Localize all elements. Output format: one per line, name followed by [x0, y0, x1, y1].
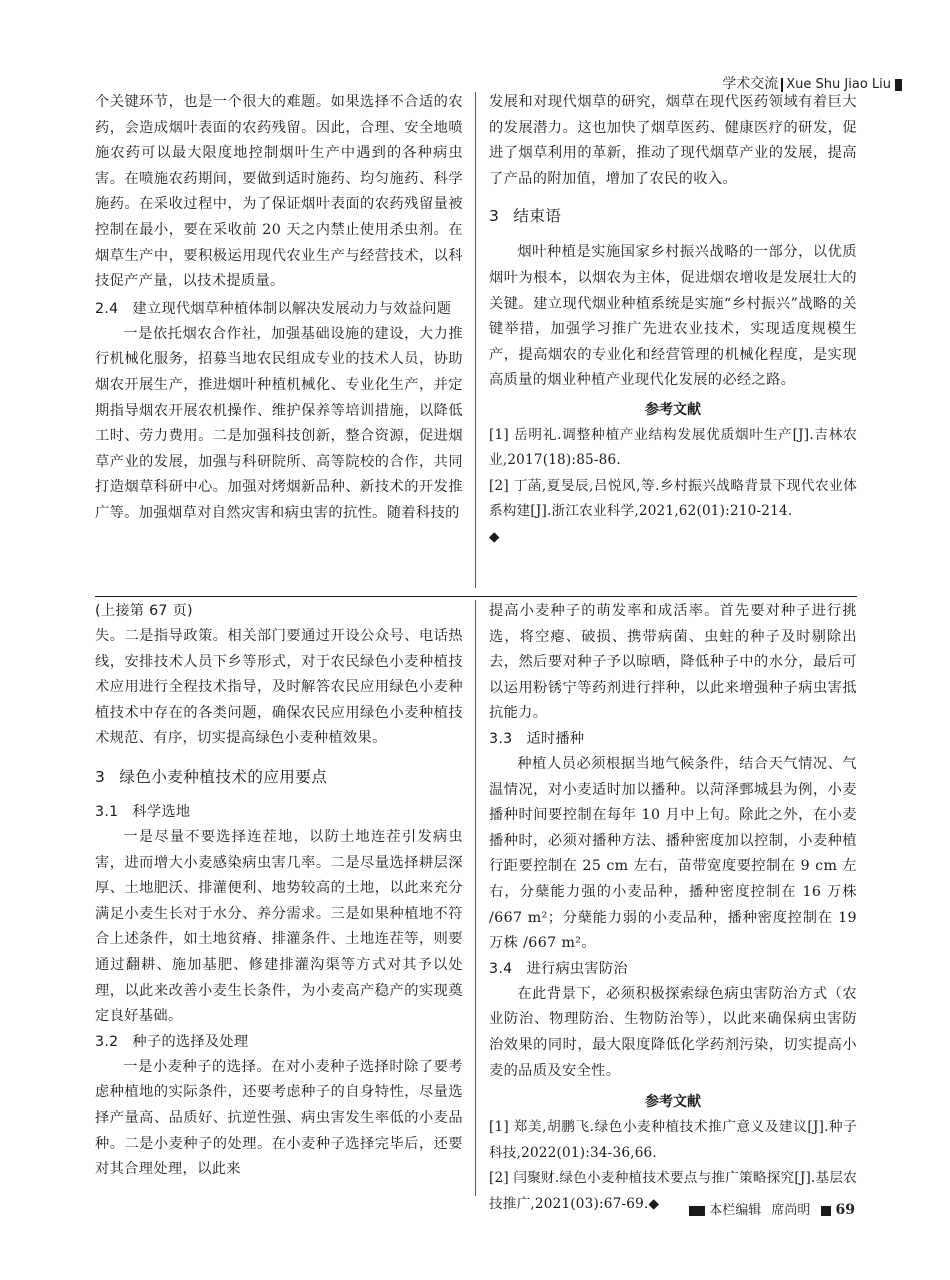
page-footer: [689, 1200, 855, 1221]
bottom-left-column: [95, 599, 463, 1183]
bottom-reference-2: [2] 闫聚财.绿色小麦种植技术要点与推广策略探究[J].基层农技推广,2021(03):67-69.◆: [489, 1170, 857, 1212]
header-title: 学术交流: [722, 76, 779, 92]
top-right-column: [489, 90, 857, 550]
footer-bar-icon: [689, 1206, 705, 1216]
section-heading-3-1: 3.1 科学选地: [95, 803, 191, 820]
bottom-right-paragraph-2: 种植人员必须根据当地气候条件，结合天气情况、气温情况，对小麦适时加以播种。以菏泽鄄城县为例，小麦播种时间要控制在每年 10 月中上旬。除此之外，在小麦播种时，必须对播种方法、播种密度加以控制，小麦种植行距要控制在 25 cm 左右，苗带宽度要控制在 9 cm 左右，分蘖能力强的小麦品种，播种密度控制在 16 万株 /667 m²；分蘖能力弱的小麦品种，播种密度控制在 19 万株 /667 m²。: [489, 755, 857, 952]
bottom-right-paragraph-1: 提高小麦种子的萌发率和成活率。首先要对种子进行挑选，将空瘪、破损、携带病菌、虫蛀的种子及时剔除出去，然后要对种子予以晾晒，降低种子中的水分，最后可以运用粉锈宁等药剂进行拌种，以此来增强种子病虫害抵抗能力。: [489, 603, 857, 722]
top-reference-2: [2] 丁菡,夏旻辰,吕悦风,等.乡村振兴战略背景下现代农业体系构建[J].浙江农业科学,2021,62(01):210-214.: [489, 477, 857, 520]
references-heading-bottom: 参考文献: [645, 1094, 701, 1111]
top-left-column: [95, 90, 463, 527]
bottom-reference-1: [1] 郑美,胡鹏飞.绿色小麦种植技术推广意义及建议[J].种子科技,2022(01):34-36,66.: [489, 1119, 857, 1161]
top-right-paragraph-1: 发展和对现代烟草的研究，烟草在现代医药领域有着巨大的发展潜力。这也加快了烟草医药、健康医疗的研发，促进了烟草利用的革新，推动了现代烟草产业的发展，提高了产品的附加值，增加了农民的收入。: [489, 94, 857, 187]
top-left-paragraph-2: 一是依托烟农合作社，加强基础设施的建设，大力推行机械化服务，招募当地农民组成专业的技术人员，协助烟农开展生产，推进烟叶种植机械化、专业化生产，并定期指导烟农开展农机操作、维护保养等培训措施，以降低工时、劳力费用。二是加强科技创新，整合资源，促进烟草产业的发展，加强与科研院所、高等院校的合作，共同打造烟草科研中心。加强对烤烟新品种、新技术的开发推广等。加强烟草对自然灾害和病虫害的抗性。随着科技的: [95, 325, 463, 521]
footer-square-icon: [821, 1206, 831, 1216]
header-pinyin: Xue Shu Jiao Liu: [786, 77, 891, 92]
end-mark: ◆: [489, 528, 500, 545]
section-heading-3-2: 3.2 种子的选择及处理: [95, 1033, 249, 1050]
section-heading-2-4: 2.4 建立现代烟草种植体制以解决发展动力与效益问题: [95, 300, 452, 317]
section-heading-3-3: 3.3 适时播种: [489, 730, 585, 747]
bottom-left-paragraph-2: 一是尽量不要选择连茬地，以防土地连茬引发病虫害，进而增大小麦感染病虫害几率。二是尽量选择耕层深厚、土地肥沃、排灌便利、地势较高的土地，以此来充分满足小麦生长对于水分、养分需求。三是如果种植地不符合上述条件，如土地贫瘠、排灌条件、土地连茬等，则要通过翻耕、施加基肥、修建排灌沟渠等方式对其予以处理，以此来改善小麦生长条件，为小麦高产稳产的实现奠定良好基础。: [95, 828, 463, 1025]
footer-editor-label: 本栏编辑: [709, 1203, 762, 1218]
section-heading-conclusion: 3 结束语: [489, 207, 562, 226]
references-heading-top: 参考文献: [645, 401, 701, 418]
footer-editor-name: 席尚明: [771, 1203, 811, 1218]
page-number: 69: [835, 1202, 855, 1218]
top-right-paragraph-2: 烟叶种植是实施国家乡村振兴战略的一部分，以优质烟叶为根本，以烟农为主体，促进烟农增收是发展壮大的关键。建立现代烟业种植系统是实施“乡村振兴”战略的关键举措，加强学习推广先进农业技术，实现适度规模生产，提高烟农的专业化和经营管理的机械化程度，是实现高质量的烟业种植产业现代化发展的必经之路。: [489, 244, 857, 389]
bottom-right-paragraph-3: 在此背景下，必须积极探索绿色病虫害防治方式（农业防治、物理防治、生物防治等），以此来确保病虫害防治效果的同时，最大限度降低化学药剂污染，切实提高小麦的品质及安全性。: [489, 985, 857, 1079]
top-reference-1: [1] 岳明礼.调整种植产业结构发展优质烟叶生产[J].吉林农业,2017(18):85-86.: [489, 426, 857, 469]
bottom-column-divider: [475, 600, 476, 1196]
top-column-divider: [475, 92, 476, 588]
section-heading-3: 3 绿色小麦种植技术的应用要点: [95, 767, 328, 786]
section-heading-3-4: 3.4 进行病虫害防治: [489, 960, 628, 977]
article-separator: [95, 596, 857, 597]
continued-note: (上接第 67 页): [95, 603, 193, 619]
bottom-right-column: [489, 599, 857, 1217]
top-left-paragraph-1: 个关键环节，也是一个很大的难题。如果选择不合适的农药，会造成烟叶表面的农药残留。因此，合理、安全地喷施农药可以最大限度地控制烟叶生产中遇到的各种病虫害。在喷施农药期间，要做到适时施药、均匀施药、科学施药。在采收过程中，为了保证烟叶表面的农药残留量被控制在最小，要在采收前 20 天之内禁止使用杀虫剂。在烟草生产中，要积极运用现代农业生产与经营技术，以科技促产产量，以技术提质量。: [95, 94, 463, 290]
bottom-left-paragraph-1: 失。二是指导政策。相关部门要通过开设公众号、电话热线，安排技术人员下乡等形式，对于农民绿色小麦种植技术应用进行全程技术指导，及时解答农民应用绿色小麦种植技术中存在的各类问题，确保农民应用绿色小麦种植技术规范、有序，切实提高绿色小麦种植效果。: [95, 628, 463, 747]
bottom-left-paragraph-3: 一是小麦种子的选择。在对小麦种子选择时除了要考虑种植地的实际条件，还要考虑种子的自身特性，尽量选择产量高、品质好、抗逆性强、病虫害发生率低的小麦品种。二是小麦种子的处理。在小麦种子选择完毕后，还要对其合理处理，以此来: [95, 1058, 463, 1178]
header-square-icon: [895, 79, 902, 91]
